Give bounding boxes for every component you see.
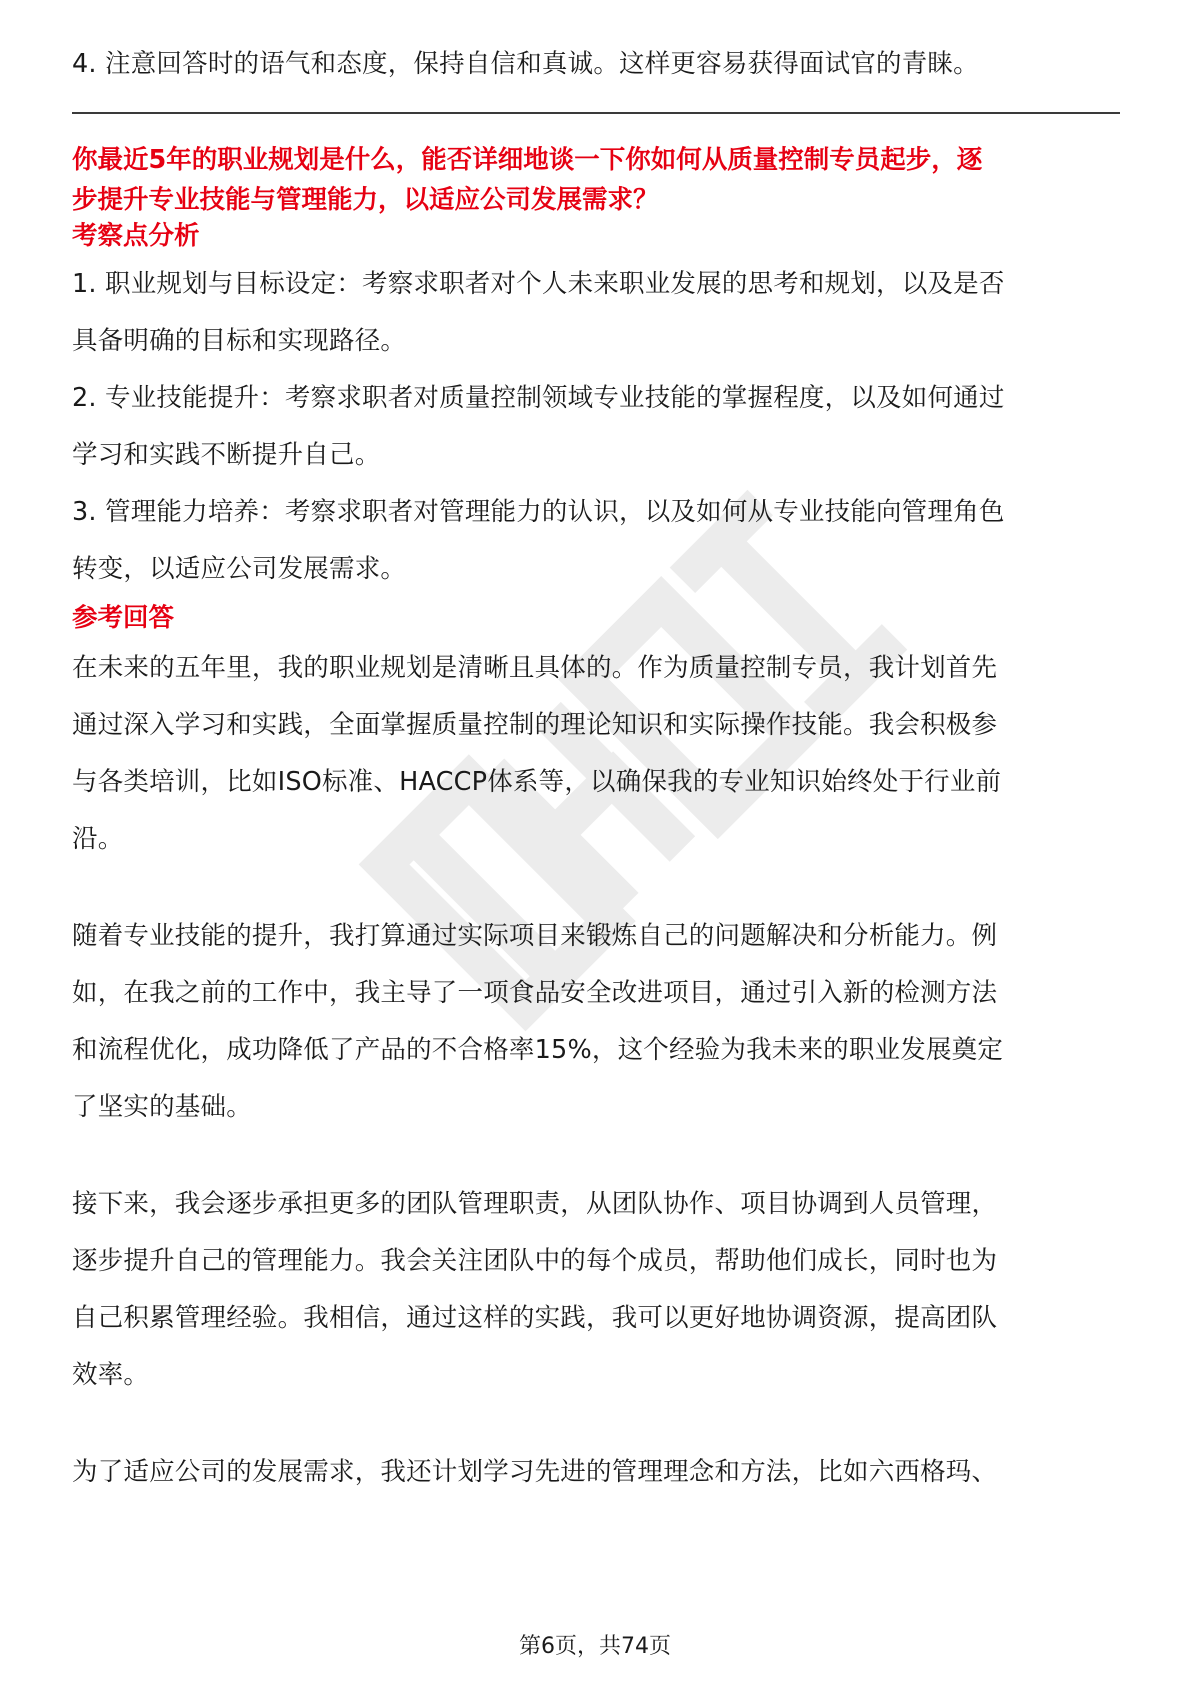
page-number-footer: 第6页，共74页 bbox=[519, 1634, 671, 1659]
paragraph-line: 随着专业技能的提升，我打算通过实际项目来锻炼自己的问题解决和分析能力。例 bbox=[72, 921, 998, 951]
list-item-line: 具备明确的目标和实现路径。 bbox=[72, 326, 407, 356]
analysis-heading: 考察点分析 bbox=[72, 221, 200, 251]
question-line: 步提升专业技能与管理能力，以适应公司发展需求？ bbox=[72, 185, 659, 215]
answer-paragraph-1 bbox=[72, 640, 1120, 868]
paragraph-line: 逐步提升自己的管理能力。我会关注团队中的每个成员，帮助他们成长，同时也为 bbox=[72, 1246, 998, 1276]
paragraph-line: 通过深入学习和实践，全面掌握质量控制的理论知识和实际操作技能。我会积极参 bbox=[72, 710, 998, 740]
paragraph-line: 和流程优化，成功降低了产品的不合格率15%，这个经验为我未来的职业发展奠定 bbox=[72, 1035, 1004, 1065]
section-divider bbox=[72, 112, 1120, 114]
answer-paragraph-4 bbox=[72, 1444, 1120, 1501]
answer-paragraph-3 bbox=[72, 1176, 1120, 1404]
paragraph-line: 为了适应公司的发展需求，我还计划学习先进的管理理念和方法，比如六西格玛、 bbox=[72, 1457, 998, 1487]
paragraph-line: 如，在我之前的工作中，我主导了一项食品安全改进项目，通过引入新的检测方法 bbox=[72, 978, 998, 1008]
interview-question bbox=[72, 140, 1120, 220]
list-item-tip-4: 4. 注意回答时的语气和态度，保持自信和真诚。这样更容易获得面试官的青睐。 bbox=[72, 49, 979, 79]
paragraph-line: 了坚实的基础。 bbox=[72, 1092, 252, 1122]
paragraph-line: 效率。 bbox=[72, 1360, 150, 1390]
list-item-line: 1. 职业规划与目标设定：考察求职者对个人未来职业发展的思考和规划，以及是否 bbox=[72, 269, 1005, 299]
document-page bbox=[72, 0, 1120, 1684]
paragraph-line: 自己积累管理经验。我相信，通过这样的实践，我可以更好地协调资源，提高团队 bbox=[72, 1303, 998, 1333]
question-line: 你最近5年的职业规划是什么，能否详细地谈一下你如何从质量控制专员起步，逐 bbox=[72, 145, 983, 175]
answer-heading: 参考回答 bbox=[72, 603, 175, 633]
paragraph-line: 沿。 bbox=[72, 824, 124, 854]
list-item-line: 转变，以适应公司发展需求。 bbox=[72, 554, 407, 584]
paragraph-line: 与各类培训，比如ISO标准、HACCP体系等，以确保我的专业知识始终处于行业前 bbox=[72, 767, 1002, 797]
list-item-line: 2. 专业技能提升：考察求职者对质量控制领域专业技能的掌握程度，以及如何通过 bbox=[72, 383, 1005, 413]
paragraph-line: 接下来，我会逐步承担更多的团队管理职责，从团队协作、项目协调到人员管理， bbox=[72, 1189, 998, 1219]
analysis-points bbox=[72, 256, 1120, 598]
answer-paragraph-2 bbox=[72, 908, 1120, 1136]
paragraph-line: 在未来的五年里，我的职业规划是清晰且具体的。作为质量控制专员，我计划首先 bbox=[72, 653, 998, 683]
list-item-line: 3. 管理能力培养：考察求职者对管理能力的认识，以及如何从专业技能向管理角色 bbox=[72, 497, 1005, 527]
list-item-line: 学习和实践不断提升自己。 bbox=[72, 440, 381, 470]
